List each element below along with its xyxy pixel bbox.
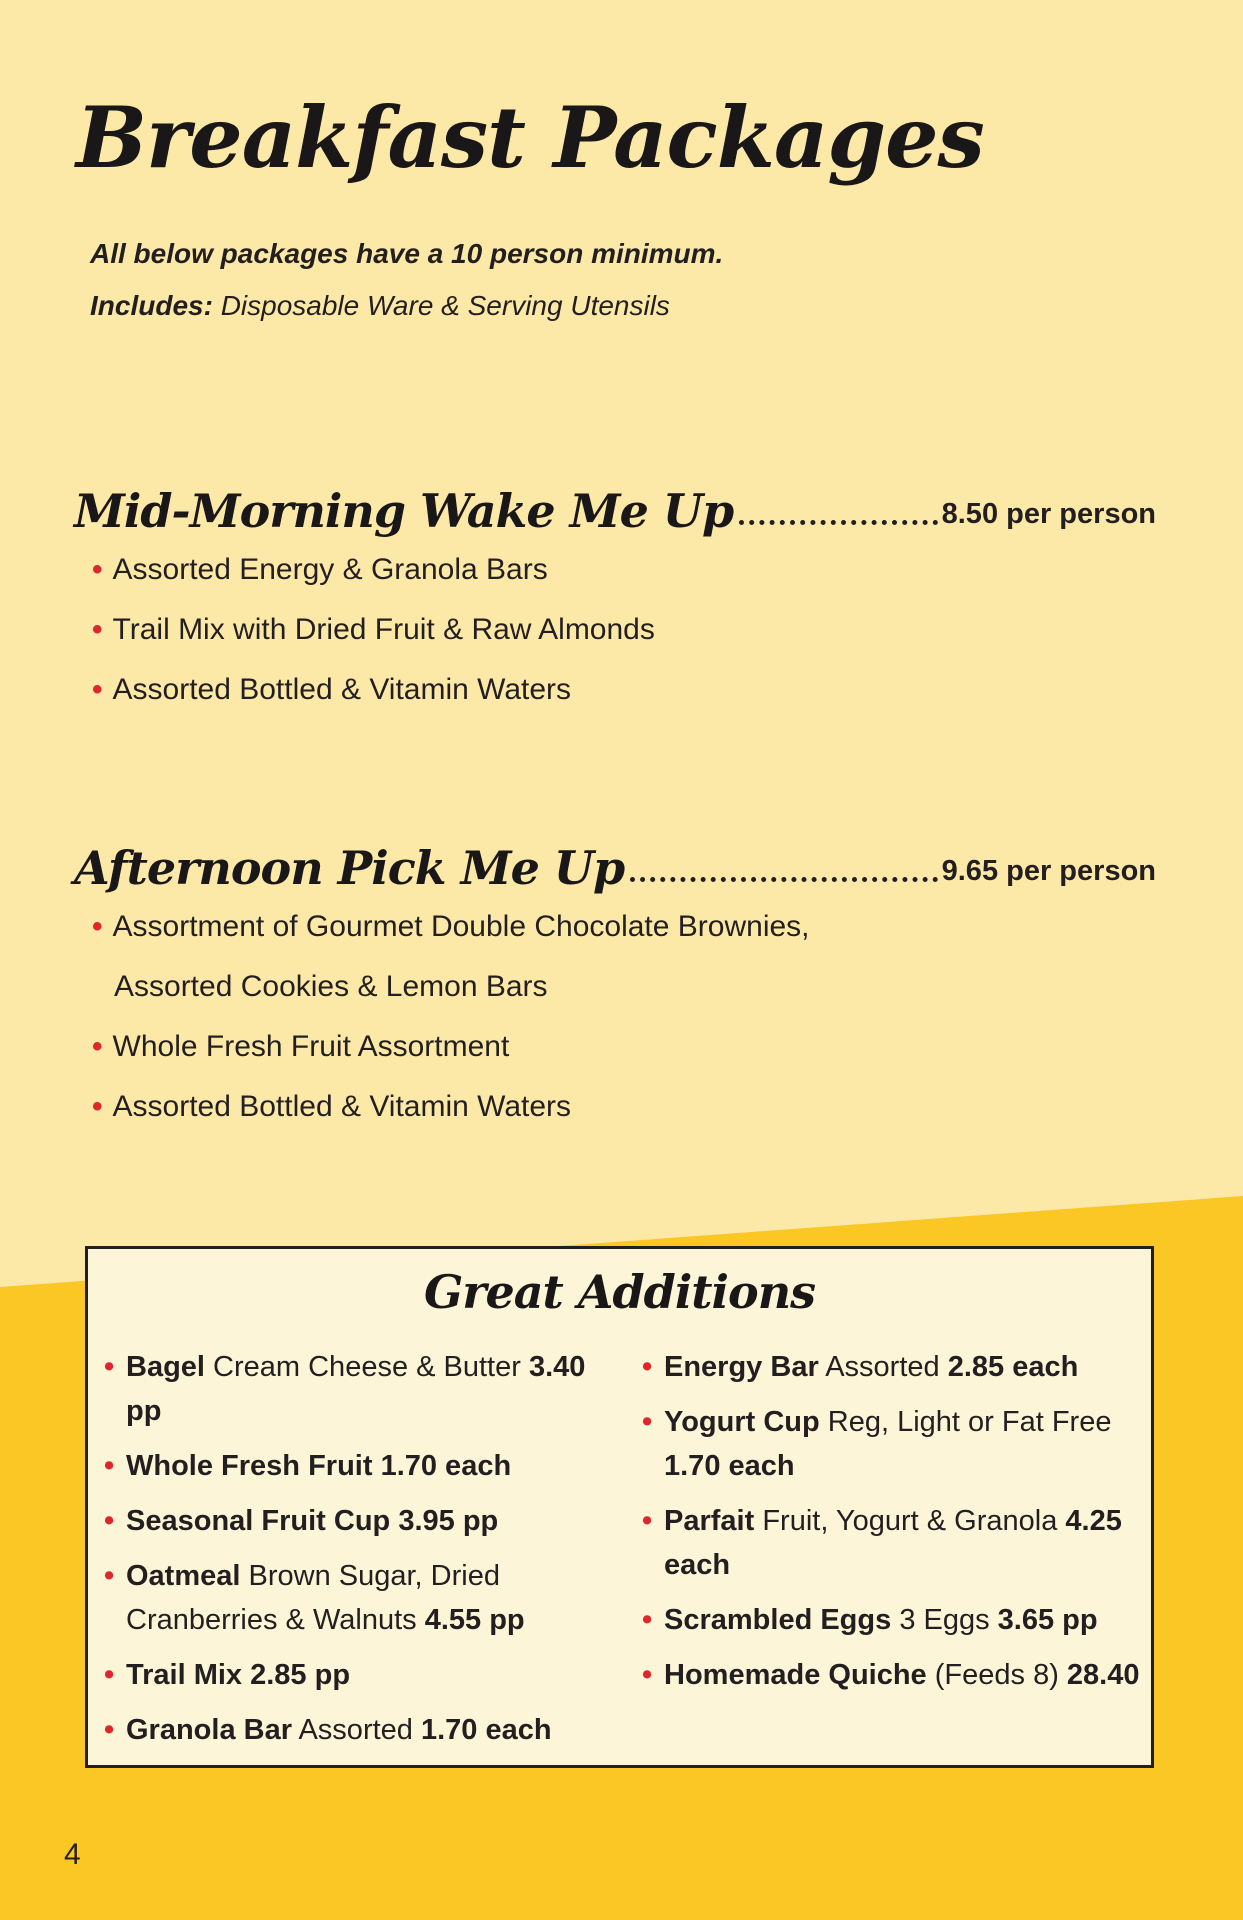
addition-text xyxy=(126,1554,624,1642)
package-price: 8.50 per person xyxy=(941,498,1156,530)
addition-name: Trail Mix xyxy=(126,1659,243,1691)
package-items xyxy=(92,897,1156,1137)
addition-item xyxy=(104,1499,624,1543)
item-text: Trail Mix with Dried Fruit & Raw Almonds xyxy=(112,613,655,646)
bullet-icon: • xyxy=(104,1659,115,1691)
addition-item xyxy=(642,1400,1147,1488)
addition-price: 3.65 pp xyxy=(997,1604,1098,1636)
addition-desc: Assorted xyxy=(298,1714,413,1746)
item-text: Assorted Cookies & Lemon Bars xyxy=(114,970,548,1003)
addition-item xyxy=(104,1345,624,1433)
addition-price: 2.85 pp xyxy=(250,1659,351,1691)
bullet-icon: • xyxy=(104,1351,115,1383)
bullet-icon: • xyxy=(642,1604,653,1636)
additions-right-column xyxy=(642,1345,1147,1708)
addition-text xyxy=(664,1400,1147,1488)
intro xyxy=(90,228,723,332)
addition-price: 28.40 xyxy=(1066,1659,1140,1691)
addition-name: Bagel xyxy=(126,1351,205,1383)
addition-name: Parfait xyxy=(664,1505,755,1537)
addition-desc: (Feeds 8) xyxy=(934,1659,1059,1691)
addition-item xyxy=(642,1345,1147,1389)
addition-text xyxy=(126,1499,624,1543)
addition-desc: Brown Sugar, Dried Cranberries & Walnuts xyxy=(126,1560,500,1636)
includes-text: Disposable Ware & Serving Utensils xyxy=(220,290,670,321)
includes-line xyxy=(90,280,723,332)
addition-price: 1.70 each xyxy=(420,1714,552,1746)
addition-text xyxy=(664,1499,1147,1587)
bullet-icon: • xyxy=(92,613,103,646)
addition-item xyxy=(104,1444,624,1488)
addition-price: 3.40 pp xyxy=(126,1351,586,1427)
addition-text xyxy=(126,1708,624,1752)
additions-left-column xyxy=(104,1345,624,1763)
bullet-icon: • xyxy=(642,1351,653,1383)
addition-price: 1.70 each xyxy=(380,1450,512,1482)
minimum-note: All below packages have a 10 person minimum. xyxy=(90,238,724,269)
addition-name: Whole Fresh Fruit xyxy=(126,1450,373,1482)
additions-title: Great Additions xyxy=(423,1265,816,1319)
addition-text xyxy=(664,1345,1147,1389)
package-name: Afternoon Pick Me Up xyxy=(74,841,625,895)
list-item xyxy=(92,540,1156,600)
package-header xyxy=(74,823,1156,895)
addition-name: Granola Bar xyxy=(126,1714,292,1746)
page-title: Breakfast Packages xyxy=(76,88,984,187)
bullet-icon: • xyxy=(104,1560,115,1592)
item-text: Assorted Energy & Granola Bars xyxy=(112,553,548,586)
package-afternoon xyxy=(74,823,1156,1137)
addition-desc: Reg, Light or Fat Free xyxy=(827,1406,1112,1438)
addition-desc: 3 Eggs xyxy=(899,1604,990,1636)
addition-price: 1.70 each xyxy=(664,1450,795,1482)
great-additions-panel xyxy=(85,1246,1154,1768)
addition-text xyxy=(126,1653,624,1697)
addition-item xyxy=(642,1653,1147,1697)
list-item xyxy=(92,897,1156,957)
page-number: 4 xyxy=(64,1838,81,1871)
item-text: Whole Fresh Fruit Assortment xyxy=(112,1030,510,1063)
bullet-icon: • xyxy=(92,673,103,706)
bullet-icon: • xyxy=(642,1406,653,1438)
addition-item xyxy=(642,1598,1147,1642)
bullet-icon: • xyxy=(104,1450,115,1482)
item-text: Assortment of Gourmet Double Chocolate Brownies, xyxy=(112,910,810,943)
addition-item xyxy=(104,1554,624,1642)
item-text: Assorted Bottled & Vitamin Waters xyxy=(112,1090,572,1123)
bullet-icon: • xyxy=(92,910,103,943)
addition-item xyxy=(104,1708,624,1752)
bullet-icon: • xyxy=(92,1030,103,1063)
bullet-icon: • xyxy=(104,1714,115,1746)
addition-desc: Fruit, Yogurt & Granola xyxy=(762,1505,1058,1537)
addition-desc: Assorted xyxy=(825,1351,940,1383)
list-item xyxy=(92,660,1156,720)
list-item xyxy=(92,1077,1156,1137)
addition-item xyxy=(642,1499,1147,1587)
bullet-icon: • xyxy=(642,1505,653,1537)
list-item xyxy=(92,600,1156,660)
includes-label: Includes: xyxy=(90,290,213,321)
addition-price: 3.95 pp xyxy=(398,1505,499,1537)
addition-name: Energy Bar xyxy=(664,1351,819,1383)
package-name: Mid-Morning Wake Me Up xyxy=(74,484,734,538)
addition-name: Oatmeal xyxy=(126,1560,241,1592)
addition-name: Yogurt Cup xyxy=(664,1406,820,1438)
list-item xyxy=(92,1017,1156,1077)
addition-text xyxy=(664,1653,1147,1697)
package-items xyxy=(92,540,1156,720)
bullet-icon: • xyxy=(104,1505,115,1537)
bullet-icon: • xyxy=(92,1090,103,1123)
addition-name: Homemade Quiche xyxy=(664,1659,927,1691)
package-header xyxy=(74,466,1156,538)
addition-text xyxy=(126,1444,624,1488)
addition-text xyxy=(126,1345,624,1433)
addition-item xyxy=(104,1653,624,1697)
addition-name: Seasonal Fruit Cup xyxy=(126,1505,391,1537)
bullet-icon: • xyxy=(92,553,103,586)
addition-text xyxy=(664,1598,1147,1642)
package-price: 9.65 per person xyxy=(941,855,1156,887)
addition-price: 2.85 each xyxy=(947,1351,1079,1383)
package-mid-morning xyxy=(74,466,1156,720)
addition-price: 4.55 pp xyxy=(424,1604,525,1636)
dot-leader xyxy=(739,520,937,525)
addition-name: Scrambled Eggs xyxy=(664,1604,892,1636)
dot-leader xyxy=(630,877,937,882)
bullet-icon: • xyxy=(642,1659,653,1691)
item-text: Assorted Bottled & Vitamin Waters xyxy=(112,673,572,706)
addition-price: 4.25 each xyxy=(664,1505,1122,1581)
list-item-continuation xyxy=(92,957,1156,1017)
addition-desc: Cream Cheese & Butter xyxy=(213,1351,521,1383)
